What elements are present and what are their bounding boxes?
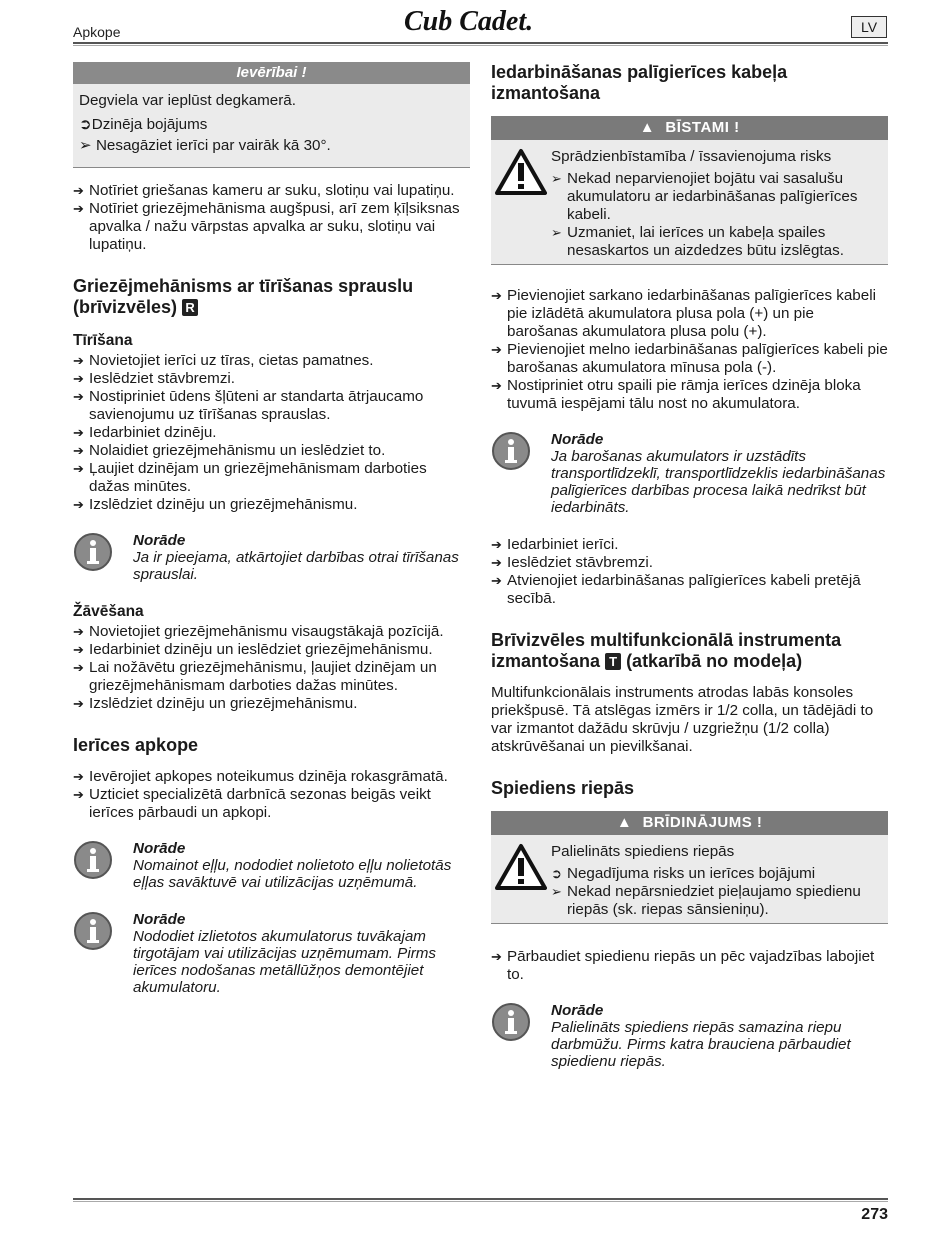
note-title: Norāde: [551, 431, 604, 448]
drying-list: [73, 623, 470, 713]
note-text: Nododiet izlietotos akumulatorus tuvākajam tirgotājam vai utilizācijas uzņēmumam. Pirms ierīces nodošanas metāllūžņos demontējiet akumulatoru.: [133, 928, 436, 996]
section-heading-multitool: Brīvizvēles multifunkcionālā instrumenta izmantošana T (atkarībā no modeļa): [491, 630, 842, 671]
arrow-right-icon: ➔: [491, 288, 502, 303]
svg-text:Cub Cadet.: Cub Cadet.: [404, 6, 534, 37]
note-block: [491, 1002, 888, 1070]
subheading-cleaning: Tīrīšana: [73, 332, 133, 349]
info-circle-icon: [491, 1002, 531, 1042]
list-item: ➔ Ļaujiet dzinējam un griezējmehānismam darboties dažas minūtes.: [73, 460, 427, 495]
list-item: ➔ Uzticiet specializētā darbnīcā sezonas beigās veikt ierīces pārbaudi un apkopi.: [73, 786, 431, 821]
list-item: ➔ Iedarbiniet dzinēju un ieslēdziet griezējmehānismu.: [73, 641, 433, 658]
arrow-right-icon: ➔: [491, 555, 502, 570]
note-text: Nomainot eļļu, nododiet nolietoto eļļu nolietotās eļļas savāktuvē vai utilizācijas uzņēmumā.: [133, 857, 452, 891]
section-heading-maintenance: Ierīces apkope: [73, 735, 199, 755]
cleaning-list: [73, 352, 470, 514]
list-item: ➔ Nostipriniet ūdens šļūteni ar standarta ātrjaucamo savienojumu uz tīrīšanas sprauslas.: [73, 388, 424, 423]
warning-title-bar: ▲ BRĪDINĀJUMS !: [491, 811, 888, 835]
jump-steps-list-2: [491, 536, 888, 608]
arrow-right-icon: ➔: [491, 342, 502, 357]
danger-title-bar: ▲ BĪSTAMI !: [491, 116, 888, 140]
arrow-right-icon: ➔: [73, 183, 84, 198]
jump-steps-list: [491, 287, 888, 413]
arrow-right-icon: ➔: [73, 201, 84, 216]
language-badge: LV: [851, 16, 887, 38]
arrow-right-icon: ➔: [73, 497, 84, 512]
caution-box: [73, 62, 470, 168]
cleaning-steps-list: [73, 182, 470, 254]
danger-item: ➢ Nekad neparvienojiet bojātu vai sasalušu akumulatoru ar iedarbināšanas palīgierīces kabeli.: [551, 170, 858, 223]
warning-box: [491, 811, 888, 924]
arrow-right-icon: ➔: [73, 389, 84, 404]
arrow-right-icon: ➔: [73, 353, 84, 368]
list-item: ➔ Novietojiet griezējmehānismu visaugstākajā pozīcijā.: [73, 623, 444, 640]
caution-line: ➲Dzinēja bojājums: [79, 116, 208, 133]
note-title: Norāde: [133, 840, 186, 857]
list-item: ➔ Nostipriniet otru spaili pie rāmja ierīces dzinēja bloka tuvumā iespējami tālu nost no akumulatora.: [491, 377, 861, 412]
note-text: Ja barošanas akumulators ir uzstādīts transportlīdzeklī, transportlīdzeklis iedarbināšanas palīgierīces darbības procesa laikā nedrīkst būt iedarbināts.: [551, 448, 886, 516]
danger-box: [491, 116, 888, 265]
arrow-right-icon: ➔: [73, 696, 84, 711]
list-item: ➔ Ievērojiet apkopes noteikumus dzinēja rokasgrāmatā.: [73, 768, 448, 785]
section-heading: Griezējmehānisms ar tīrīšanas sprauslu (brīvizvēles) R: [73, 276, 414, 317]
note-title: Norāde: [133, 532, 186, 549]
list-item: ➔ Ieslēdziet stāvbremzi.: [73, 370, 236, 387]
note-text: Palielināts spiediens riepās samazina riepu darbmūžu. Pirms katra brauciena pārbaudiet spiedienu riepās.: [551, 1019, 851, 1070]
arrow-right-icon: ➔: [73, 660, 84, 675]
list-item: ➔ Izslēdziet dzinēju un griezējmehānismu.: [73, 695, 358, 712]
running-header-section: Apkope: [73, 24, 121, 40]
maintenance-list: [73, 768, 470, 822]
tire-list: [491, 948, 888, 984]
list-item: ➔ Pārbaudiet spiedienu riepās un pēc vajadzības labojiet to.: [491, 948, 875, 983]
list-item: ➔ Pievienojiet sarkano iedarbināšanas palīgierīces kabeli pie izlādētā akumulatora plusa pola (+) un pie barošanas akumulatora plusa polu (+).: [491, 287, 876, 340]
warning-item: ➲ Negadījuma risks un ierīces bojājumi: [551, 865, 816, 882]
info-circle-icon: [73, 840, 113, 880]
arrow-right-icon: ➔: [491, 378, 502, 393]
list-item: ➔ Notīriet griezējmehānisma augšpusi, arī zem ķīļsiksnas apvalka / nažu vārpstas apvalka ar suku, slotiņu vai lupatiņu.: [73, 200, 460, 253]
note-block: [73, 911, 470, 996]
warning-item: ➢ Nekad nepārsniedziet pieļaujamo spiedienu riepās (sk. riepas sānsieniņu).: [551, 883, 861, 918]
caution-line: ➢ Nesagāziet ierīci par vairāk kā 30°.: [79, 137, 331, 154]
option-badge-t: T: [605, 653, 621, 670]
caution-line: Degviela var ieplūst degkamerā.: [79, 92, 296, 109]
arrow-right-icon: ➔: [491, 949, 502, 964]
arrow-right-icon: ➔: [491, 573, 502, 588]
list-item: ➔ Pievienojiet melno iedarbināšanas palīgierīces kabeli pie barošanas akumulatora mīnusa pola (-).: [491, 341, 888, 376]
note-block: [73, 532, 470, 583]
list-item: ➔ Lai nožāvētu griezējmehānismu, ļaujiet dzinējam un griezējmehānismam darboties dažas minūtes.: [73, 659, 437, 694]
note-block: [73, 840, 470, 891]
note-text: Ja ir pieejama, atkārtojiet darbības otrai tīrīšanas sprauslai.: [133, 549, 459, 583]
arrow-right-icon: ➔: [73, 787, 84, 802]
arrow-right-icon: ➔: [73, 371, 84, 386]
list-item: ➔ Atvienojiet iedarbināšanas palīgierīces kabeli pretējā secībā.: [491, 572, 861, 607]
arrow-right-icon: ➔: [491, 537, 502, 552]
left-column: [73, 62, 470, 1016]
arrow-right-icon: ➔: [73, 624, 84, 639]
footer-rule: [73, 1198, 888, 1200]
arrow-right-icon: ➔: [73, 461, 84, 476]
arrow-right-icon: ➔: [73, 425, 84, 440]
list-item: ➔ Novietojiet ierīci uz tīras, cietas pamatnes.: [73, 352, 374, 369]
note-block: [491, 431, 888, 516]
caution-title: Ievērībai !: [73, 62, 470, 84]
list-item: ➔ Izslēdziet dzinēju un griezējmehānismu.: [73, 496, 358, 513]
danger-item: ➢ Uzmaniet, lai ierīces un kabeļa spailes nesaskartos un aizdedzes būtu izslēgtas.: [551, 224, 844, 259]
list-item: ➔ Nolaidiet griezējmehānismu un ieslēdziet to.: [73, 442, 386, 459]
danger-line: Sprādzienbīstamība / īssavienojuma risks: [551, 148, 832, 165]
cub-cadet-logo: [402, 4, 582, 38]
section-heading-jump-cable: Iedarbināšanas palīgierīces kabeļa izmantošana: [491, 62, 788, 103]
option-badge-r: R: [182, 299, 198, 316]
arrow-right-icon: ➔: [73, 642, 84, 657]
info-circle-icon: [73, 911, 113, 951]
list-item: ➔ Ieslēdziet stāvbremzi.: [491, 554, 654, 571]
header-rule: [73, 42, 888, 44]
multitool-paragraph: Multifunkcionālais instruments atrodas labās konsoles priekšpusē. Tā atslēgas izmērs ir 1/2 colla, un tādējādi to var izmantot dažādu skrūvju / uzgriežņu (1/2 colla) atskrūvēšanai un pievilkšanai.: [491, 684, 874, 755]
footer-rule-thin: [73, 1201, 888, 1202]
arrow-right-icon: ➔: [73, 443, 84, 458]
warning-triangle-icon: ▲: [639, 119, 656, 136]
arrow-right-icon: ➔: [73, 769, 84, 784]
note-title: Norāde: [133, 911, 186, 928]
right-column: [491, 62, 888, 1090]
header-rule-thin: [73, 45, 888, 46]
list-item: ➔ Iedarbiniet ierīci.: [491, 536, 619, 553]
warning-line: Palielināts spiediens riepās: [551, 843, 735, 860]
page-number: 273: [861, 1206, 888, 1223]
warning-triangle-icon: [495, 148, 547, 196]
list-item: ➔ Iedarbiniet dzinēju.: [73, 424, 217, 441]
info-circle-icon: [73, 532, 113, 572]
subheading-drying: Žāvēšana: [73, 603, 144, 620]
list-item: ➔ Notīriet griešanas kameru ar suku, slotiņu vai lupatiņu.: [73, 182, 455, 199]
note-title: Norāde: [551, 1002, 604, 1019]
warning-triangle-icon: [495, 843, 547, 891]
section-heading-tire-pressure: Spiediens riepās: [491, 778, 635, 798]
warning-triangle-icon: ▲: [616, 814, 633, 831]
info-circle-icon: [491, 431, 531, 471]
